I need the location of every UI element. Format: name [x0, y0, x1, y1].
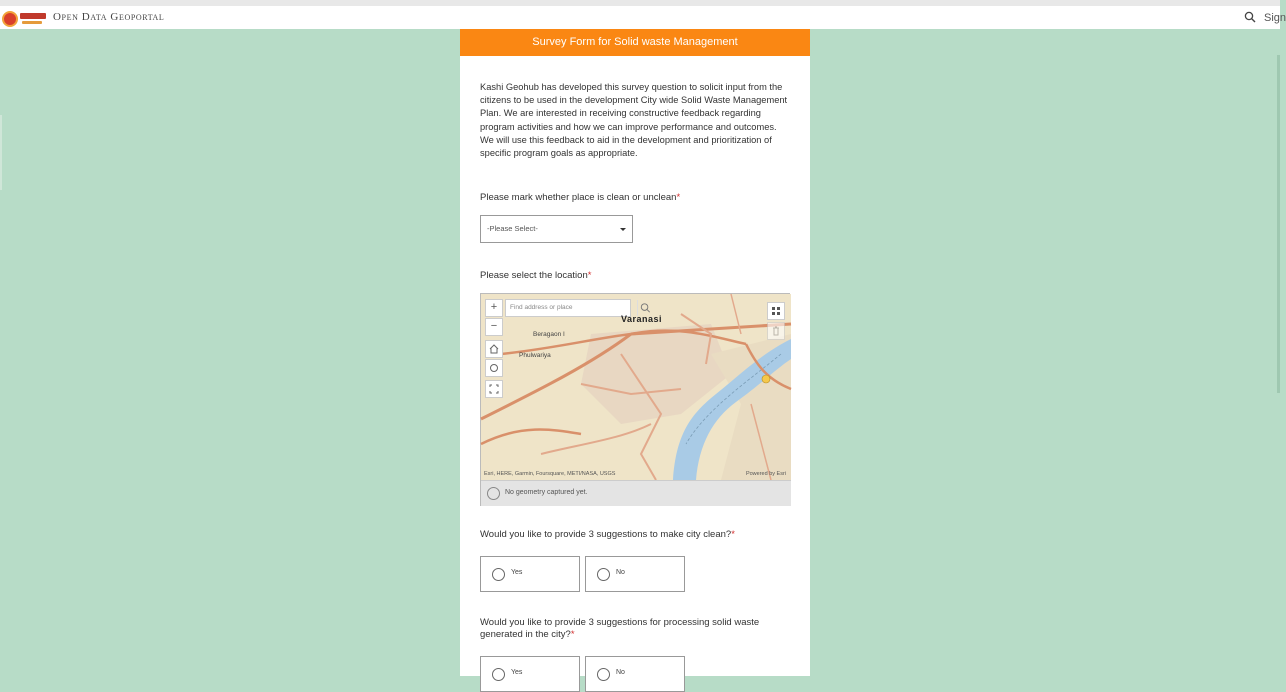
kashi-logo[interactable]: [2, 10, 46, 27]
location-map[interactable]: [480, 293, 790, 506]
map-place-label: Beragaon I: [533, 331, 565, 338]
sign-in-link[interactable]: Sign: [1264, 12, 1286, 24]
search-icon[interactable]: [1244, 11, 1256, 23]
option-label: No: [616, 669, 625, 676]
map-search-input[interactable]: [505, 299, 631, 317]
radio-button[interactable]: [597, 668, 610, 681]
q4-no-option[interactable]: [585, 656, 685, 692]
question-location-text: Please select the location: [480, 270, 588, 281]
home-button[interactable]: [485, 340, 503, 358]
form-title: Survey Form for Solid waste Management: [460, 29, 810, 56]
logo-wordmark: [20, 13, 46, 25]
page-edge-divider: [0, 115, 2, 190]
question-clean-label: [480, 192, 680, 203]
fullscreen-button[interactable]: [485, 380, 503, 398]
map-attribution[interactable]: Esri, HERE, Garmin, Foursquare, METI/NASA, USGS: [484, 471, 616, 477]
map-search-placeholder: Find address or place: [510, 304, 573, 311]
question-waste-text-line1: Would you like to provide 3 suggestions for processing solid waste: [480, 617, 760, 628]
scrollbar[interactable]: [1277, 55, 1280, 393]
top-bar: [0, 0, 1286, 29]
home-icon: [486, 341, 502, 357]
radio-button[interactable]: [492, 668, 505, 681]
trash-icon: [768, 323, 784, 339]
map-powered-by[interactable]: Powered by Esri: [745, 471, 786, 477]
q3-yes-option[interactable]: [480, 556, 580, 592]
map-place-label: Phulwariya: [519, 352, 551, 359]
question-suggestions-waste-label: [480, 617, 759, 641]
zoom-in-button[interactable]: +: [485, 299, 503, 317]
option-label: Yes: [511, 669, 523, 676]
location-pin-icon: [487, 487, 500, 500]
delete-geometry-button[interactable]: [767, 322, 785, 340]
select-value: -Please Select-: [487, 224, 538, 233]
radio-button[interactable]: [597, 568, 610, 581]
question-suggestions-clean-text: Would you like to provide 3 suggestions to make city clean?: [480, 529, 732, 540]
question-location-label: [480, 270, 591, 281]
locate-icon: [486, 360, 502, 376]
required-mark: *: [570, 629, 575, 640]
option-label: No: [616, 569, 625, 576]
basemap-toggle-button[interactable]: [767, 302, 785, 320]
question-suggestions-clean-label: [480, 529, 735, 540]
logo-emblem-icon: [2, 11, 18, 27]
clean-status-select[interactable]: [480, 215, 633, 243]
fullscreen-icon: [486, 381, 502, 397]
question-clean-text: Please mark whether place is clean or unclean: [480, 192, 677, 203]
map-city-label: Varanasi: [621, 314, 663, 324]
q3-no-option[interactable]: [585, 556, 685, 592]
q4-yes-option[interactable]: [480, 656, 580, 692]
required-mark: *: [587, 270, 592, 281]
form-description: Kashi Geohub has developed this survey question to solicit input from the citizens to be used in the development City wide Solid Waste Management Plan. We are interested in receiving constructive feedback regarding program activities and how we can improve performance and outcomes. We will use this feedback to aid in the development and prioritization of specific program goals as appropriate.: [480, 82, 788, 159]
geometry-status-text: No geometry captured yet.: [505, 489, 588, 496]
radio-button[interactable]: [492, 568, 505, 581]
required-mark: *: [676, 192, 681, 203]
zoom-out-button[interactable]: −: [485, 318, 503, 336]
site-title[interactable]: Open Data Geoportal: [53, 11, 165, 23]
required-mark: *: [731, 529, 735, 540]
option-label: Yes: [511, 569, 523, 576]
caret-down-icon: [620, 228, 626, 231]
grid-icon: [768, 303, 784, 319]
question-waste-text-line2: generated in the city?: [480, 629, 571, 640]
survey-form: [460, 29, 810, 676]
map-status-bar: [481, 480, 791, 506]
locate-button[interactable]: [485, 359, 503, 377]
